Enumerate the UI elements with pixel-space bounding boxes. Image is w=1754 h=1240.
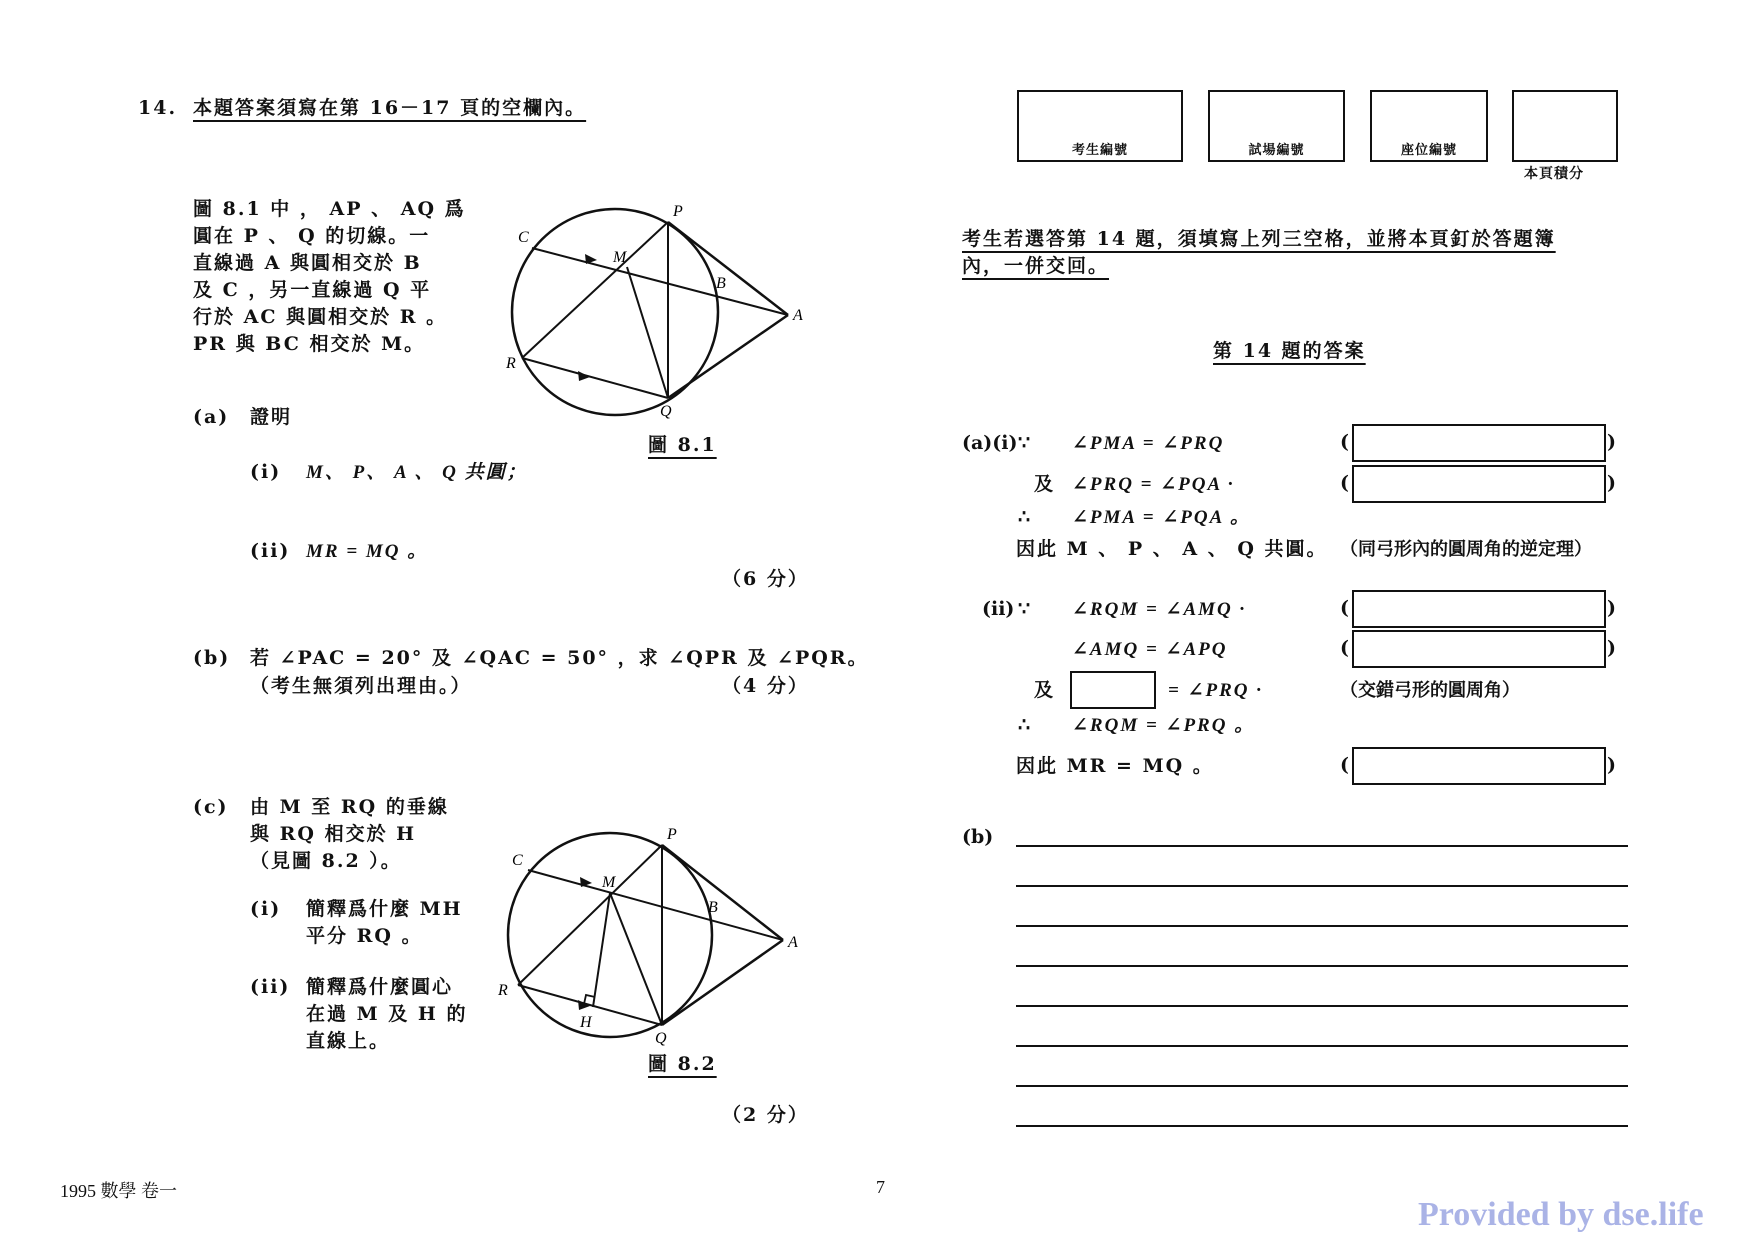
right-paren: )	[1607, 637, 1616, 659]
fig1-label-B: B	[716, 275, 726, 292]
step-expr: ∠RQM = ∠AMQ ·	[1072, 599, 1247, 620]
part-c-i-line: 簡釋爲什麼 MH	[306, 898, 463, 920]
part-a-label: (a)	[193, 406, 230, 428]
reason-input-4[interactable]	[1352, 630, 1606, 668]
step-expr: ∠RQM = ∠PRQ 。	[1072, 715, 1256, 736]
part-a-ii-label: (ii)	[250, 540, 291, 562]
fig1-label-R: R	[506, 355, 516, 372]
part-a-ii-text: MR = MQ 。	[306, 541, 429, 562]
step-conclusion: 因此 M 、 P 、 A 、 Q 共圓。	[1016, 538, 1328, 560]
part-c-label: (c)	[193, 796, 229, 818]
centre-number-label: 試場編號	[1248, 143, 1305, 158]
fig2-label-H: H	[580, 1014, 592, 1031]
writing-line[interactable]	[1016, 965, 1628, 967]
fig2-label-P: P	[667, 826, 677, 843]
part-c-ii-line: 簡釋爲什麼圓心	[306, 976, 454, 998]
left-paren: (	[1340, 431, 1349, 453]
right-paren: )	[1607, 431, 1616, 453]
writing-line[interactable]	[1016, 885, 1628, 887]
seat-number-box[interactable]	[1370, 90, 1488, 162]
intro-line: 圓在 P 、 Q 的切線。一	[193, 225, 431, 247]
reason-input-2[interactable]	[1352, 465, 1606, 503]
writing-line[interactable]	[1016, 1045, 1628, 1047]
figure-8-2-caption: 圖 8.2	[648, 1053, 717, 1075]
left-paren: (	[1340, 754, 1349, 776]
step-expr: = ∠PRQ ·	[1168, 680, 1263, 701]
writing-line[interactable]	[1016, 1125, 1628, 1127]
question-number: 14.	[138, 97, 178, 119]
intro-line: 行於 AC 與圓相交於 R 。	[193, 306, 448, 328]
part-c-marks: （2 分）	[722, 1104, 809, 1126]
fig1-label-A: A	[793, 307, 803, 324]
b-label: (b)	[962, 826, 994, 848]
because-symbol: ∵	[1018, 598, 1033, 620]
part-b-label: (b)	[193, 647, 231, 669]
angle-input[interactable]	[1070, 671, 1156, 709]
part-c-i-text	[306, 896, 463, 950]
left-paren: (	[1340, 637, 1349, 659]
part-c-ii-line: 直線上。	[306, 1030, 391, 1052]
fig2-label-Q: Q	[655, 1030, 667, 1047]
fig2-label-B: B	[708, 899, 718, 916]
page-score-box[interactable]	[1512, 90, 1618, 162]
fig1-label-P: P	[673, 203, 683, 220]
part-a-i-text: M、 P、 A 、 Q 共圓；	[306, 462, 528, 483]
a-i-label: (a)(i)	[962, 432, 1018, 454]
page-score-label: 本頁積分	[1524, 166, 1584, 182]
part-a-text: 證明	[250, 406, 293, 428]
figure-8-1-caption: 圖 8.1	[648, 434, 717, 456]
step-expr: ∠PRQ = ∠PQA ·	[1072, 474, 1235, 495]
right-paren: )	[1607, 597, 1616, 619]
fig1-label-C: C	[518, 229, 529, 246]
fig2-label-R: R	[498, 982, 508, 999]
fig2-label-C: C	[512, 852, 523, 869]
part-c-ii-text	[306, 974, 467, 1055]
and-word: 及	[1034, 473, 1056, 495]
question-instruction: 本題答案須寫在第 16－17 頁的空欄內。	[193, 97, 587, 119]
fig1-label-Q: Q	[660, 403, 672, 420]
part-c-i-label: (i)	[250, 898, 282, 920]
watermark: Provided by dse.life	[1418, 1196, 1704, 1233]
therefore-symbol: ∴	[1018, 506, 1033, 528]
answer-title: 第 14 題的答案	[1213, 340, 1366, 362]
writing-line[interactable]	[1016, 1085, 1628, 1087]
intro-line: 及 C ，另一直線過 Q 平	[193, 279, 432, 301]
step-reason: （同弓形內的圓周角的逆定理）	[1340, 539, 1592, 560]
intro-line: 直線過 A 與圓相交於 B	[193, 252, 422, 274]
therefore-symbol: ∴	[1018, 714, 1033, 736]
writing-line[interactable]	[1016, 925, 1628, 927]
figure-8-1	[490, 200, 830, 420]
step-expr: ∠PMA = ∠PRQ	[1072, 433, 1225, 454]
reason-input-1[interactable]	[1352, 424, 1606, 462]
fig2-label-A: A	[788, 934, 798, 951]
step-expr: ∠PMA = ∠PQA 。	[1072, 507, 1251, 528]
writing-line[interactable]	[1016, 845, 1628, 847]
candidate-number-label: 考生編號	[1071, 143, 1128, 158]
step-conclusion: 因此 MR = MQ 。	[1016, 755, 1214, 777]
fig2-label-M: M	[602, 874, 616, 891]
question-intro	[193, 196, 466, 358]
left-paren: (	[1340, 597, 1349, 619]
answer-notice-line-1: 考生若選答第 14 題，須填寫上列三空格，並將本頁釘於答題簿	[962, 228, 1556, 250]
because-symbol: ∵	[1018, 432, 1033, 454]
right-paren: )	[1607, 754, 1616, 776]
part-c-line: 由 M 至 RQ 的垂線	[250, 796, 449, 818]
a-ii-label: (ii)	[982, 598, 1015, 620]
seat-number-label: 座位編號	[1400, 143, 1457, 158]
candidate-number-box[interactable]	[1017, 90, 1183, 162]
step-reason: （交錯弓形的圓周角）	[1340, 680, 1520, 701]
footer-paper: 1995 數學 卷一	[60, 1181, 177, 1201]
centre-number-box[interactable]	[1208, 90, 1345, 162]
part-b-text: 若 ∠PAC = 20° 及 ∠QAC = 50° ，求 ∠QPR 及 ∠PQR。	[250, 647, 869, 669]
part-b-note: （考生無須列出理由。）	[250, 675, 472, 697]
part-c-ii-label: (ii)	[250, 976, 291, 998]
figure-8-2	[490, 825, 830, 1050]
step-expr: ∠AMQ = ∠APQ	[1072, 639, 1228, 660]
reason-input-5[interactable]	[1352, 747, 1606, 785]
answer-notice-line-2: 內，一併交回。	[962, 255, 1110, 277]
part-b-marks: （4 分）	[722, 675, 809, 697]
part-c-line: （見圖 8.2 ）。	[250, 850, 402, 872]
and-word: 及	[1034, 679, 1056, 701]
right-paren: )	[1607, 472, 1616, 494]
part-a-i-label: (i)	[250, 461, 282, 483]
reason-input-3[interactable]	[1352, 590, 1606, 628]
writing-line[interactable]	[1016, 1005, 1628, 1007]
footer-page-number: 7	[876, 1177, 885, 1197]
part-c-text	[250, 794, 449, 875]
left-paren: (	[1340, 472, 1349, 494]
part-c-i-line: 平分 RQ 。	[306, 925, 423, 947]
fig1-label-M: M	[613, 249, 627, 266]
intro-line: PR 與 BC 相交於 M。	[193, 333, 426, 355]
part-c-line: 與 RQ 相交於 H	[250, 823, 417, 845]
intro-line: 圖 8.1 中 ， AP 、 AQ 爲	[193, 198, 466, 220]
part-a-marks: （6 分）	[722, 568, 809, 590]
part-c-ii-line: 在過 M 及 H 的	[306, 1003, 468, 1025]
